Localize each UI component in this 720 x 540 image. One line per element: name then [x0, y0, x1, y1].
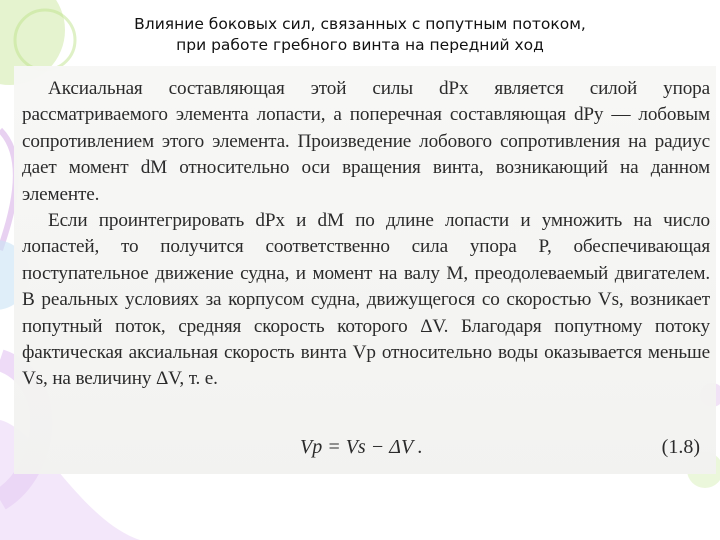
scanned-text-block [22, 76, 710, 393]
equation-number: (1.8) [661, 436, 700, 458]
slide-title-line-1: Влияние боковых сил, связанных с попутным потоком, [134, 15, 586, 33]
paragraph-thrust-and-drag: Аксиальная составляющая этой силы dPx является силой упора рассматриваемого элемента лопасти, а поперечная составляющая dPy — лобовым сопротивлением этого элемента. Произведение лобового сопротивления на радиус дает момент dM относительно оси вращения винта, возникающий на данном элементе. [22, 78, 710, 205]
equation-formula: Vp = Vs − ΔV . [300, 436, 423, 458]
slide-title-line-2: при работе гребного винта на передний ход [176, 36, 544, 54]
paragraph-wake-flow: Если проинтегрировать dPx и dM по длине лопасти и умножить на число лопастей, то получится соответственно сила упора P, обеспечивающая поступательное движение судна, и момент на валу M, преодолеваемый двигателем. В реальных условиях за корпусом судна, движущегося со скоростью Vs, возникает попутный поток, средняя скорость которого ΔV. Благодаря попутному потоку фактическая аксиальная скорость винта Vp относительно воды оказывается меньше Vs, на величину ΔV, т. е. [22, 210, 710, 390]
equation-row [22, 436, 710, 464]
slide-title [60, 14, 660, 56]
